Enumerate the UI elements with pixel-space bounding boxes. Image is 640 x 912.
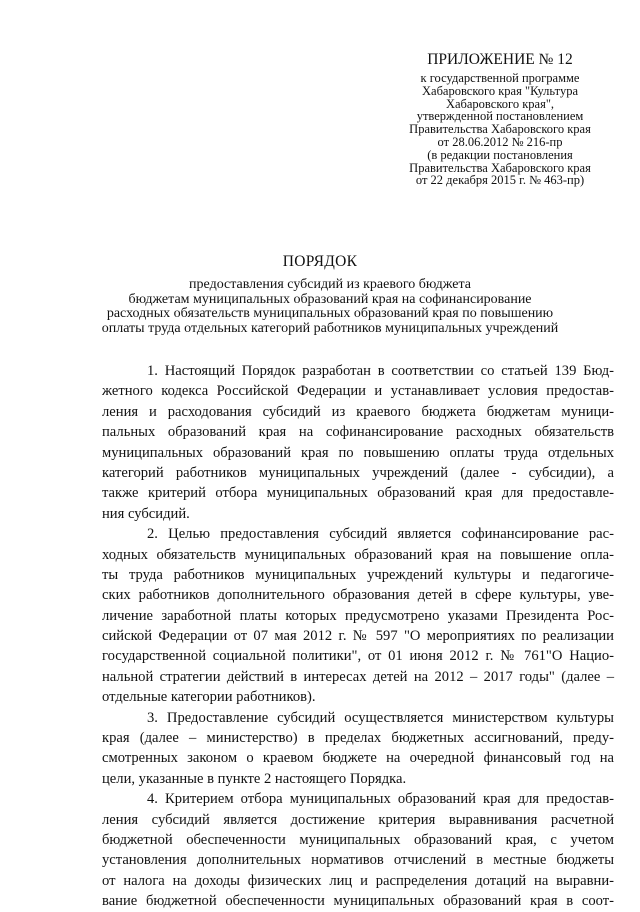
appendix-line: Правительства Хабаровского края <box>409 160 591 175</box>
body-line: ния субсидий. <box>102 505 190 522</box>
body-line: от налога на доходы физических лиц и распределения дотаций на выравни- <box>102 872 614 889</box>
subtitle-line: оплаты труда отдельных категорий работников муниципальных учреждений <box>101 320 559 336</box>
body-line: ления субсидий является достижение критерия выравнивания расчетной <box>102 811 614 828</box>
body-line: 4. Критерием отбора муниципальных образований края для предостав- <box>147 791 614 808</box>
body-line: ления и расходования субсидий из краевого бюджета бюджетам муници- <box>102 403 614 420</box>
appendix-line: Правительства Хабаровского края <box>409 122 591 137</box>
body-line: вание бюджетной обеспеченности муниципальных образований края в соот- <box>102 893 614 910</box>
body-line: жетного кодекса Российской Федерации и устанавливает условия предостав- <box>102 383 614 400</box>
body-line: 2. Целью предоставления субсидий является софинансирование рас- <box>147 526 614 543</box>
body-line: категорий работников муниципальных учреждений (далее - субсидии), а <box>102 464 614 481</box>
appendix-line: утвержденной постановлением <box>416 109 584 124</box>
body-line: личение заработной платы которых предусмотрено указами Президента Рос- <box>102 607 614 624</box>
appendix-line: к государственной программе <box>420 71 580 85</box>
body-line: нальной стратегии действий в интересах детей на 2012 – 2017 годы" (далее – <box>102 668 614 685</box>
body-line: ских работников дополнительного образования детей в сфере культуры, уве- <box>102 587 614 604</box>
body-line: муниципальных образований края по повышению оплаты труда отдельных <box>102 444 614 461</box>
body-line: также критерий отбора муниципальных образований края для предоставле- <box>102 485 614 502</box>
body-line: пальных образований края на софинансирование расходных обязательств <box>102 424 614 441</box>
appendix-line: от 28.06.2012 № 216-пр <box>437 134 563 149</box>
body-line: 1. Настоящий Порядок разработан в соответствии со статьей 139 Бюд- <box>147 363 614 379</box>
appendix-line: (в редакции постановления <box>427 147 573 162</box>
body-line: государственной социальной политики", от 01 июня 2012 г. № 761"О Нацио- <box>102 648 614 665</box>
appendix-line: Хабаровского края "Культура <box>422 83 578 98</box>
body-line: ты труда работников муниципальных учреждений культуры и педагогиче- <box>102 566 614 583</box>
body-line: сийской Федерации от 07 мая 2012 г. № 597 "О мероприятиях по реализации <box>102 628 614 645</box>
appendix-line: Хабаровского края", <box>445 96 555 111</box>
document-body <box>102 361 614 912</box>
body-line: края (далее – министерство) в пределах бюджетных ассигнований, преду- <box>102 730 614 747</box>
body-line: смотренных законом о краевом бюджете на очередной финансовый год на <box>102 750 614 767</box>
appendix-title: ПРИЛОЖЕНИЕ № 12 <box>427 51 573 68</box>
document-title: ПОРЯДОК <box>282 253 358 270</box>
appendix-line: от 22 декабря 2015 г. № 463-пр) <box>415 173 585 188</box>
body-line: отдельные категории работников). <box>102 689 316 706</box>
subtitle-line: расходных обязательств муниципальных образований края по повышению <box>106 306 554 321</box>
document-subtitle <box>90 278 570 336</box>
body-line: цели, указанные в пункте 2 настоящего Порядка. <box>102 770 407 787</box>
body-line: ходных обязательств муниципальных образований края на повышение опла- <box>102 546 614 563</box>
subtitle-line: предоставления субсидий из краевого бюджета <box>189 277 471 292</box>
body-line: бюджетной обеспеченности муниципальных образований края, с учетом <box>102 831 614 848</box>
body-line: установления дополнительных нормативов отчислений в местные бюджеты <box>102 852 614 869</box>
body-line: 3. Предоставление субсидий осуществляется министерством культуры <box>147 709 614 726</box>
subtitle-line: бюджетам муниципальных образований края на софинансирование <box>128 291 532 307</box>
appendix-block <box>380 50 620 187</box>
